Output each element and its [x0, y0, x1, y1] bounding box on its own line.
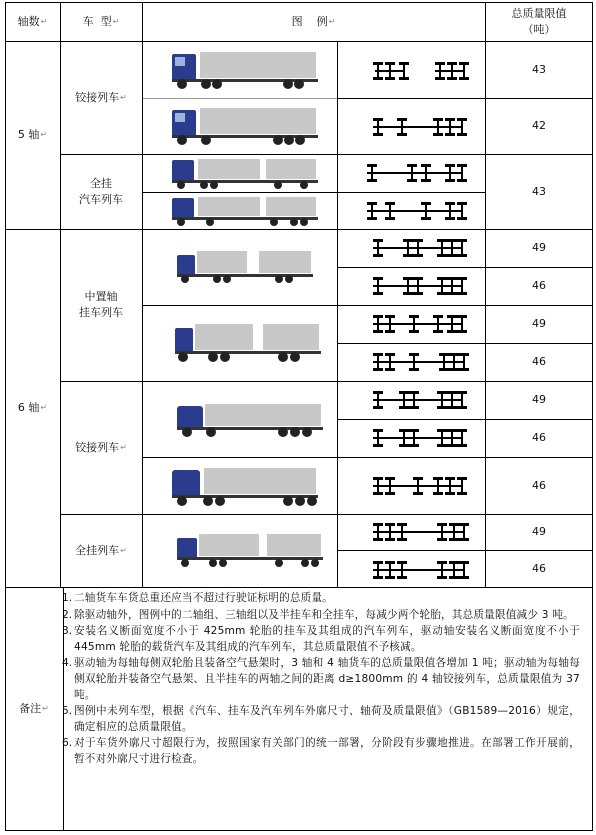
axle-wheel — [457, 315, 467, 318]
header-legend-text: 图 例 — [291, 14, 328, 28]
limit-cell — [485, 419, 593, 457]
limit-cell — [485, 41, 593, 98]
axle-wheel — [409, 444, 419, 447]
axle-wheel — [409, 368, 419, 371]
axle-wheel — [373, 330, 383, 333]
limit-cell — [485, 550, 593, 587]
axle-wheel — [457, 217, 467, 220]
note-item — [62, 624, 580, 655]
axle-wheel — [435, 62, 445, 65]
axle-wheel — [413, 292, 423, 295]
axle-wheel — [437, 429, 447, 432]
axle-wheel — [447, 239, 457, 242]
type-articulated-6: 铰接列车 ↵ — [75, 440, 127, 454]
frame-line — [373, 569, 463, 571]
limit-value: 49 — [532, 525, 546, 538]
axle-wheel — [397, 561, 407, 564]
type-center-axle-6-text-2: 挂车列车 — [79, 306, 123, 319]
axle-wheel — [385, 353, 395, 356]
axle-wheel — [373, 561, 383, 564]
axle-wheel — [447, 406, 457, 409]
limit-cell — [485, 98, 593, 154]
axle-wheel — [457, 118, 467, 121]
axle-wheel — [447, 429, 457, 432]
limit-cell — [485, 267, 593, 305]
truck-full-trailer-icon — [170, 195, 320, 228]
axle-wheel — [457, 179, 467, 182]
axle-wheel — [385, 77, 395, 80]
axle-wheel — [445, 164, 455, 167]
axles-5-text: 5 轴 — [17, 128, 40, 141]
axle-wheel — [437, 277, 447, 280]
limit-value: 46 — [532, 431, 546, 444]
truck-tractor-semi-trailer-icon — [175, 398, 325, 438]
axle-wheel — [433, 492, 443, 495]
note-number: 3. — [62, 625, 73, 638]
note-number: 4. — [62, 657, 73, 670]
limit-value: 46 — [532, 279, 546, 292]
header-limit — [485, 2, 593, 41]
remarks-label-text: 备注 — [19, 702, 42, 715]
axle-wheel — [449, 368, 459, 371]
axle-wheel — [457, 477, 467, 480]
limit-value: 43 — [532, 184, 546, 198]
header-limit-text-1: 总质量限值 — [511, 6, 567, 20]
axle-wheel — [413, 277, 423, 280]
axle-wheel — [399, 429, 409, 432]
axle-wheel — [437, 391, 447, 394]
truck-full-trailer-icon — [175, 530, 325, 570]
axle-wheel — [373, 576, 383, 579]
note-text: 二轴货车车货总重还应当不超过行驶证标明的总质量。 — [74, 592, 334, 604]
axle-wheel — [449, 576, 459, 579]
header-legend: 图 例 ↵ — [291, 14, 336, 28]
axle-diagram-column — [337, 41, 485, 587]
axle-wheel — [409, 429, 419, 432]
axle-wheel — [373, 254, 383, 257]
axle-wheel — [397, 523, 407, 526]
axle-wheel — [409, 391, 419, 394]
axle-wheel — [421, 164, 431, 167]
axle-wheel — [397, 118, 407, 121]
type-articulated-5-text: 铰接列车 — [75, 90, 120, 104]
note-item — [62, 608, 580, 624]
axle-wheel — [445, 492, 455, 495]
axle-wheel — [437, 292, 447, 295]
remarks-label: 备注 ↵ — [19, 702, 49, 715]
axle-wheel — [373, 118, 383, 121]
axle-wheel — [385, 62, 395, 65]
axle-wheel — [385, 330, 395, 333]
axle-wheel — [413, 254, 423, 257]
axle-wheel — [459, 523, 469, 526]
truck-full-trailer-icon — [170, 157, 320, 191]
frame-line — [373, 531, 463, 533]
axle-wheel — [437, 538, 447, 541]
axle-wheel — [447, 315, 457, 318]
axle-wheel — [385, 315, 395, 318]
axle-wheel — [457, 164, 467, 167]
note-number: 2. — [62, 608, 73, 621]
axle-wheel — [437, 523, 447, 526]
axle-wheel — [449, 538, 459, 541]
limit-value: 43 — [532, 62, 546, 76]
axle-wheel — [367, 217, 377, 220]
axle-wheel — [459, 561, 469, 564]
axle-wheel — [367, 164, 377, 167]
axle-wheel — [373, 292, 383, 295]
axle-wheel — [437, 444, 447, 447]
remarks-notes — [58, 588, 586, 769]
axle-wheel — [447, 391, 457, 394]
axle-wheel — [397, 538, 407, 541]
truck-center-axle-trailer-icon — [173, 318, 323, 366]
limit-cell — [485, 381, 593, 419]
axle-wheel — [433, 133, 443, 136]
limit-value: 49 — [532, 241, 546, 254]
axle-wheel — [459, 62, 469, 65]
axle-wheel — [397, 576, 407, 579]
note-text: 除驱动轴外，图例中的二轴组、三轴组以及半挂车和全挂车，每减少两个轮胎，其总质量限值减少 3 吨。 — [74, 608, 574, 621]
limit-value: 46 — [532, 478, 546, 492]
limit-cell — [485, 343, 593, 381]
truck-semi-trailer-icon — [170, 104, 320, 148]
truck-tractor-semi-trailer-icon — [170, 462, 320, 510]
axle-wheel — [459, 538, 469, 541]
frame-line — [373, 399, 463, 401]
axle-wheel — [373, 477, 383, 480]
axle-wheel — [367, 202, 377, 205]
axles-5: 5 轴 ↵ — [17, 128, 48, 141]
axle-wheel — [413, 477, 423, 480]
limit-value: 46 — [532, 561, 546, 575]
axle-wheel — [457, 133, 467, 136]
axle-wheel — [373, 406, 383, 409]
axle-wheel — [373, 315, 383, 318]
axle-wheel — [373, 368, 383, 371]
axle-wheel — [457, 330, 467, 333]
header-vehicle-type: 车 型 ↵ — [82, 14, 120, 28]
axle-wheel — [421, 179, 431, 182]
axle-wheel — [385, 523, 395, 526]
axle-wheel — [457, 277, 467, 280]
frame-line — [367, 172, 463, 174]
axle-wheel — [435, 77, 445, 80]
axle-wheel — [373, 492, 383, 495]
axle-wheel — [373, 353, 383, 356]
axle-wheel — [457, 391, 467, 394]
type-articulated-6-text: 铰接列车 — [75, 440, 120, 454]
limit-cell — [485, 305, 593, 343]
axle-wheel — [447, 77, 457, 80]
truck-semi-trailer-icon — [170, 48, 320, 92]
limit-cell — [485, 457, 593, 514]
header-vehicle-type-text: 车 型 — [82, 14, 112, 28]
axle-wheel — [445, 202, 455, 205]
note-text: 对于车货外廓尺寸超限行为，按照国家有关部门的统一部署，分阶段有步骤地推进。在部署工作开展前，暂不对外廓尺寸进行检查。 — [74, 737, 580, 765]
axle-wheel — [433, 330, 443, 333]
truck-center-axle-trailer-icon — [175, 247, 315, 287]
note-item — [62, 656, 580, 703]
header-limit-text-2: （吨） — [522, 22, 556, 36]
axle-wheel — [437, 406, 447, 409]
axles-6-text: 6 轴 — [17, 401, 40, 414]
axle-wheel — [437, 561, 447, 564]
axle-wheel — [445, 179, 455, 182]
axle-wheel — [367, 179, 377, 182]
axle-wheel — [373, 77, 383, 80]
limit-value: 46 — [532, 355, 546, 368]
axle-wheel — [373, 133, 383, 136]
axle-wheel — [385, 538, 395, 541]
axle-wheel — [447, 277, 457, 280]
axle-wheel — [447, 62, 457, 65]
axle-wheel — [421, 217, 431, 220]
axle-wheel — [407, 179, 417, 182]
note-number: 1. — [62, 592, 73, 604]
limit-cell — [485, 154, 593, 229]
axle-wheel — [457, 429, 467, 432]
note-text: 驱动轴为每轴每侧双轮胎且装备空气悬架时，3 轴和 4 轴货车的总质量限值各增加 1 吨；驱动轴为每轴每侧双轮胎并装备空气悬架、且半挂车的两轴之间的距离 d≥1800mm 的 4 轴铰接列车，总质量限值为 37 吨。 — [74, 657, 580, 701]
axle-wheel — [449, 561, 459, 564]
axle-wheel — [433, 315, 443, 318]
axle-wheel — [373, 523, 383, 526]
axle-wheel — [445, 118, 455, 121]
axle-wheel — [459, 353, 469, 356]
axle-wheel — [403, 239, 413, 242]
axle-wheel — [449, 523, 459, 526]
axle-wheel — [413, 492, 423, 495]
axle-wheel — [457, 406, 467, 409]
axle-wheel — [457, 292, 467, 295]
axle-wheel — [445, 217, 455, 220]
type-center-axle-6 — [60, 229, 142, 381]
axle-wheel — [409, 353, 419, 356]
axle-wheel — [413, 239, 423, 242]
note-text: 安装名义断面宽度不小于 425mm 轮胎的挂车及其组成的汽车列车，驱动轴安装名义断面宽度不小于 445mm 轮胎的载货汽车及其组成的汽车列车，其总质量限值不予核减。 — [74, 625, 580, 653]
note-text: 图例中未列车型，根据《汽车、挂车及汽车列车外廓尺寸、轴荷及质量限值》（GB1589—2016）规定，确定相应的总质量限值。 — [74, 705, 580, 733]
axle-wheel — [403, 254, 413, 257]
limit-value: 49 — [532, 393, 546, 406]
axle-wheel — [437, 576, 447, 579]
header-axles-text: 轴数 — [17, 14, 40, 28]
type-full-trailer-5 — [60, 154, 142, 229]
axle-wheel — [459, 77, 469, 80]
type-full-trailer-5-text-1: 全挂 — [90, 176, 112, 190]
axle-wheel — [457, 254, 467, 257]
axle-wheel — [399, 444, 409, 447]
limit-cell — [485, 229, 593, 267]
note-number: 5. — [62, 705, 73, 718]
axle-wheel — [373, 239, 383, 242]
axle-wheel — [457, 202, 467, 205]
limit-value: 49 — [532, 317, 546, 330]
type-full-trailer-6-text: 全挂列车 — [75, 543, 120, 557]
axle-wheel — [403, 292, 413, 295]
type-center-axle-6-text-1: 中置轴 — [84, 290, 118, 303]
axle-wheel — [385, 561, 395, 564]
axle-wheel — [385, 217, 395, 220]
limit-value: 42 — [532, 119, 546, 132]
axle-wheel — [385, 368, 395, 371]
axle-wheel — [439, 353, 449, 356]
axle-wheel — [447, 292, 457, 295]
axle-wheel — [385, 202, 395, 205]
axle-wheel — [457, 444, 467, 447]
frame-line — [373, 323, 463, 325]
axle-wheel — [447, 444, 457, 447]
axle-wheel — [373, 277, 383, 280]
axle-wheel — [373, 391, 383, 394]
axle-wheel — [445, 477, 455, 480]
axle-wheel — [373, 429, 383, 432]
header-axles: 轴数 ↵ — [17, 14, 48, 28]
axle-wheel — [399, 391, 409, 394]
axle-wheel — [433, 477, 443, 480]
axle-wheel — [409, 315, 419, 318]
axle-wheel — [385, 576, 395, 579]
type-full-trailer-6: 全挂列车 ↵ — [75, 543, 127, 557]
axle-wheel — [445, 133, 455, 136]
axle-wheel — [373, 62, 383, 65]
axle-wheel — [439, 368, 449, 371]
axle-wheel — [457, 492, 467, 495]
axle-wheel — [409, 406, 419, 409]
axle-wheel — [437, 254, 447, 257]
axle-wheel — [449, 353, 459, 356]
note-number: 6. — [62, 737, 73, 750]
axle-wheel — [399, 62, 409, 65]
limit-cell — [485, 514, 593, 550]
axle-wheel — [385, 477, 395, 480]
frame-line — [373, 437, 463, 439]
axle-wheel — [397, 133, 407, 136]
axle-wheel — [437, 239, 447, 242]
note-item — [62, 591, 580, 607]
axle-wheel — [457, 239, 467, 242]
axle-wheel — [447, 254, 457, 257]
axle-wheel — [399, 406, 409, 409]
note-item — [62, 736, 580, 767]
frame-line — [367, 210, 463, 212]
axle-wheel — [407, 164, 417, 167]
axle-wheel — [459, 576, 469, 579]
axle-wheel — [385, 492, 395, 495]
type-articulated-5: 铰接列车 ↵ — [75, 90, 127, 104]
type-full-trailer-5-text-2: 汽车列车 — [79, 192, 123, 206]
axle-wheel — [421, 202, 431, 205]
axle-wheel — [373, 538, 383, 541]
axle-wheel — [403, 277, 413, 280]
note-item — [62, 704, 580, 735]
axle-wheel — [399, 77, 409, 80]
axle-wheel — [433, 118, 443, 121]
axle-wheel — [373, 444, 383, 447]
axle-wheel — [447, 330, 457, 333]
axle-wheel — [459, 368, 469, 371]
axle-wheel — [409, 330, 419, 333]
axles-6: 6 轴 ↵ — [17, 401, 48, 414]
frame-line — [373, 361, 463, 363]
